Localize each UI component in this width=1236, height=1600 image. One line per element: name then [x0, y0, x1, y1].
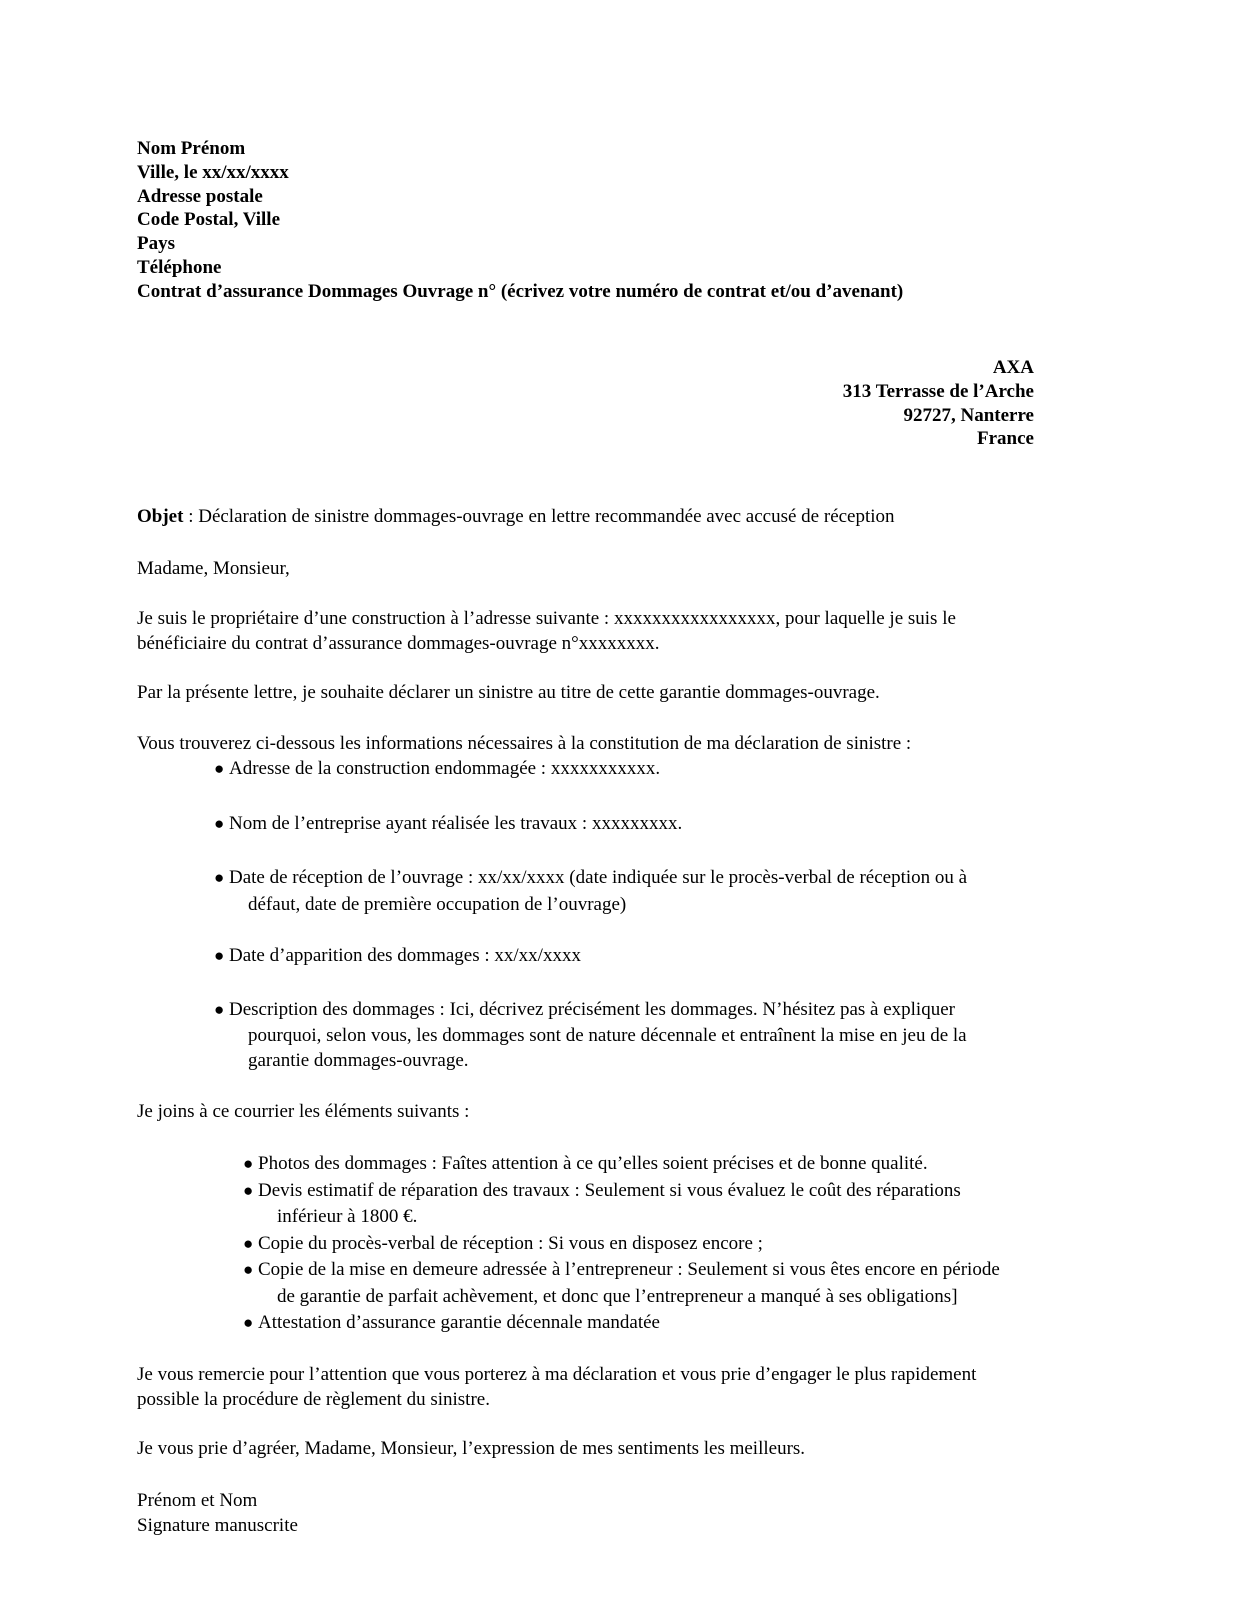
list-item: ● Nom de l’entreprise ayant réalisée les travaux : xxxxxxxxx. — [229, 810, 1029, 837]
sender-block — [137, 137, 903, 304]
bullet-icon: ● — [243, 1154, 254, 1173]
bullet-icon: ● — [214, 814, 225, 833]
list-item: ● Date d’apparition des dommages : xx/xx/xxxx — [229, 942, 1029, 969]
list-item: ● Date de réception de l’ouvrage : xx/xx/xxxx (date indiquée sur le procès-verbal de réception ou à défaut, date de première occupation de l’ouvrage) — [229, 864, 1029, 918]
sender-contract: Contrat d’assurance Dommages Ouvrage n° (écrivez votre numéro de contrat et/ou d’avenant) — [137, 280, 904, 302]
info-list — [214, 755, 1029, 1074]
sender-postal-city: Code Postal, Ville — [137, 209, 281, 231]
paragraph-thanks-line-1: Je vous remercie pour l’attention que vous porterez à ma déclaration et vous prie d’engager le plus rapidement — [137, 1364, 977, 1385]
subject-label: Objet — [137, 506, 184, 527]
paragraph-thanks — [137, 1363, 1037, 1412]
bullet-icon: ● — [214, 868, 225, 887]
list-item: ● Description des dommages : Ici, décrivez précisément les dommages. N’hésitez pas à expliquer pourquoi, selon vous, les dommages sont de nature décennale et entraînent la mise en jeu de la garantie dommages-ouvrage. — [214, 999, 967, 1071]
signature-label: Signature manuscrite — [137, 1514, 298, 1536]
signature-name: Prénom et Nom — [137, 1490, 258, 1511]
paragraph-thanks-line-2: possible la procédure de règlement du sinistre. — [137, 1388, 490, 1410]
list-item: ● Photos des dommages : Faîtes attention à ce qu’elles soient précises et de bonne qualité. — [258, 1151, 1058, 1178]
recipient-block — [843, 356, 1034, 451]
list-item: ● Adresse de la construction endommagée : xxxxxxxxxxx. — [229, 755, 1029, 782]
paragraph-declaration: Par la présente lettre, je souhaite déclarer un sinistre au titre de cette garantie dommages-ouvrage. — [137, 682, 880, 703]
paragraph-info-intro: Vous trouverez ci-dessous les informations nécessaires à la constitution de ma déclaration de sinistre : — [137, 733, 912, 754]
paragraph-ownership — [137, 607, 1037, 656]
subject-line — [137, 505, 1037, 530]
bullet-icon: ● — [243, 1260, 254, 1279]
list-item: ● Devis estimatif de réparation des travaux : Seulement si vous évaluez le coût des réparations inférieur à 1800 €. — [243, 1179, 961, 1227]
sender-address: Adresse postale — [137, 185, 263, 207]
recipient-city: 92727, Nanterre — [903, 404, 1034, 426]
sender-country: Pays — [137, 233, 175, 255]
recipient-street: 313 Terrasse de l’Arche — [842, 380, 1034, 402]
recipient-country: France — [977, 428, 1034, 450]
list-item: ● Copie de la mise en demeure adressée à l’entrepreneur : Seulement si vous êtes encore en période de garantie de parfait achèvement, et donc que l’entrepreneur a manqué à ses obligations] — [243, 1259, 1000, 1307]
bullet-icon: ● — [214, 1000, 225, 1019]
attachments-list — [243, 1151, 1058, 1337]
bullet-icon: ● — [243, 1180, 254, 1200]
closing-formula: Je vous prie d’agréer, Madame, Monsieur, l’expression de mes sentiments les meilleurs. — [137, 1438, 806, 1459]
subject-text: : Déclaration de sinistre dommages-ouvrage en lettre recommandée avec accusé de réception — [183, 506, 895, 527]
sender-place-date: Ville, le xx/xx/xxxx — [137, 161, 289, 183]
bullet-icon: ● — [214, 946, 225, 965]
recipient-name: AXA — [992, 357, 1034, 378]
bullet-icon: ● — [214, 759, 225, 778]
list-item: ● Attestation d’assurance garantie décennale mandatée — [258, 1310, 1058, 1337]
paragraph-ownership-line-2: bénéficiaire du contrat d’assurance dommages-ouvrage n°xxxxxxxx. — [137, 632, 660, 654]
list-item: ● Copie du procès-verbal de réception : Si vous en disposez encore ; — [258, 1231, 1058, 1258]
paragraph-ownership-line-1: Je suis le propriétaire d’une construction à l’adresse suivante : xxxxxxxxxxxxxxxxx, pour laquelle je suis le — [137, 608, 956, 629]
bullet-icon: ● — [243, 1313, 254, 1332]
paragraph-attachments-intro: Je joins à ce courrier les éléments suivants : — [137, 1101, 470, 1122]
salutation: Madame, Monsieur, — [137, 558, 290, 579]
sender-name: Nom Prénom — [137, 138, 246, 159]
bullet-icon: ● — [243, 1233, 254, 1253]
signature-block — [137, 1489, 298, 1538]
sender-phone: Téléphone — [137, 256, 222, 278]
